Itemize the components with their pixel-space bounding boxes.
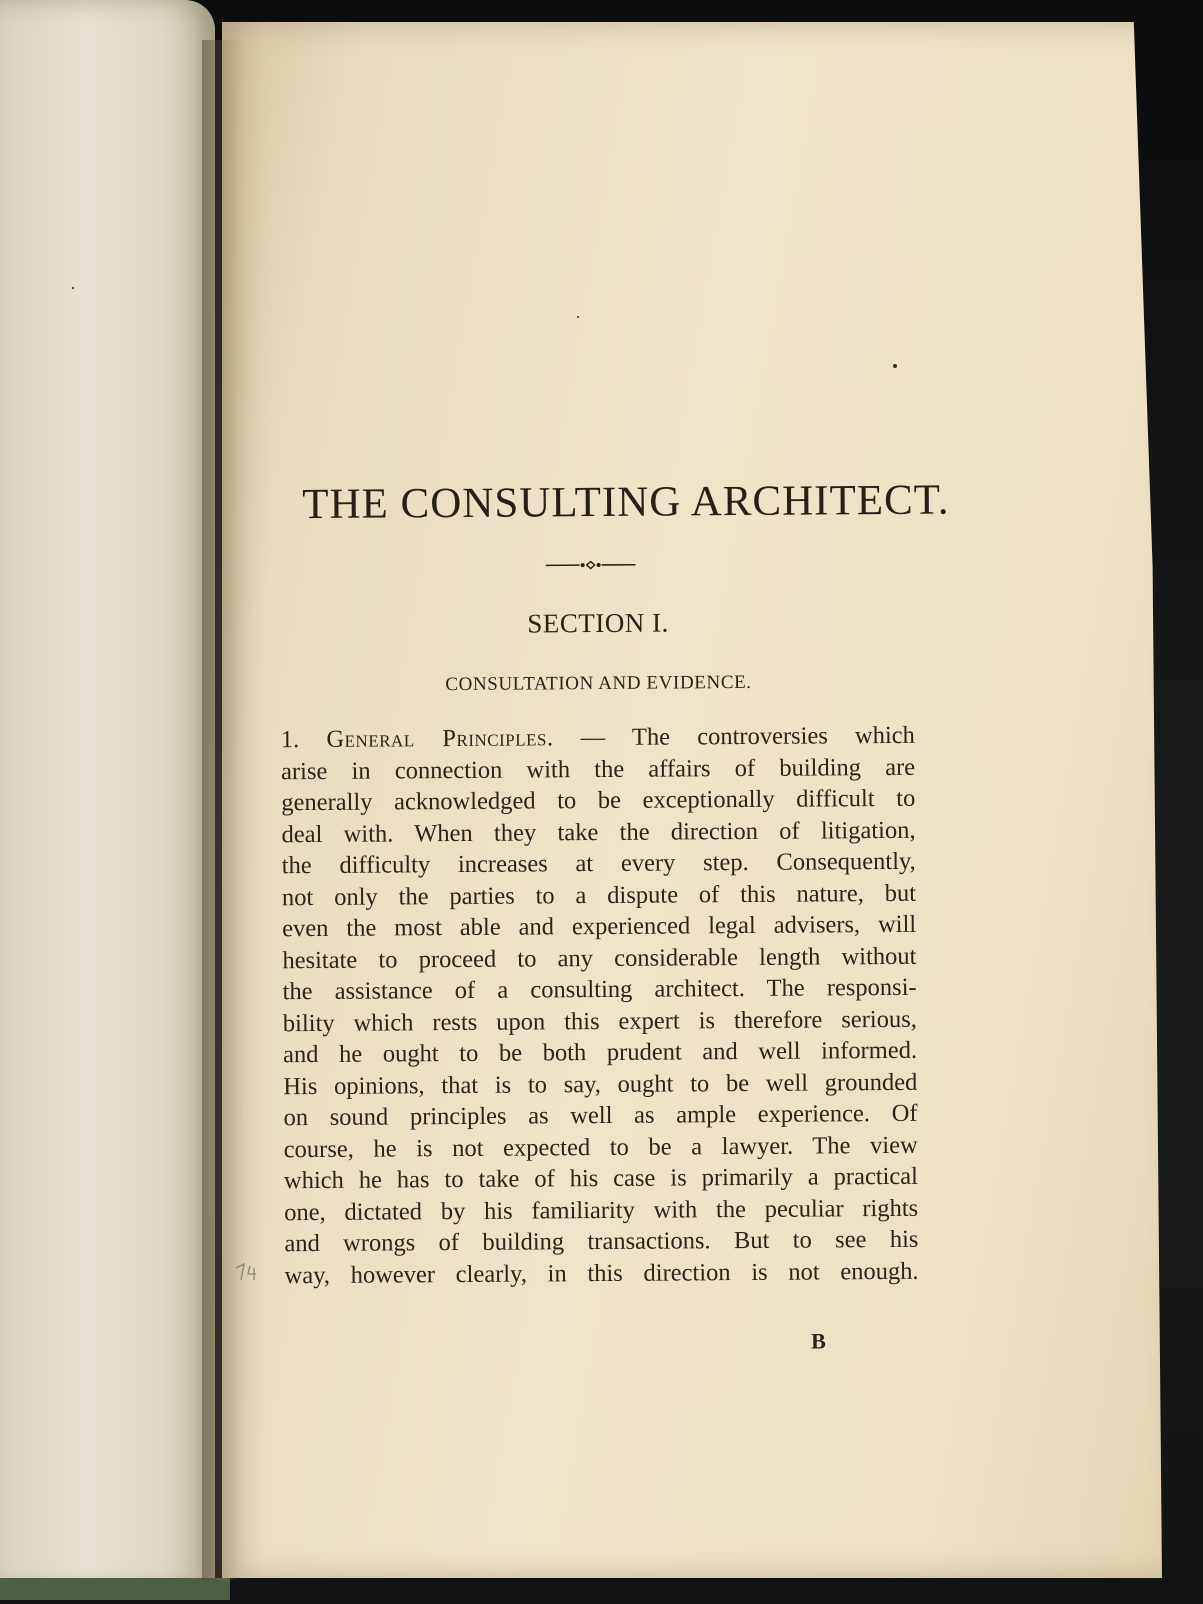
pencil-annotation-icon (232, 1256, 272, 1286)
section-heading: SECTION I. (298, 606, 898, 641)
paragraph-line-text: The controversies which (632, 722, 915, 751)
paragraph-line: the assistance of a consulting architect. The responsi- (283, 972, 917, 1008)
paragraph-line: His opinions, that is to say, ought to be well grounded (283, 1066, 917, 1102)
page-speck (72, 287, 74, 289)
page-speck (893, 364, 897, 368)
paragraph-line: and wrongs of building transactions. But to see his (284, 1224, 918, 1260)
paragraph-line: generally acknowledged to be exceptionally difficult to (281, 783, 915, 819)
paragraph-line-first (281, 720, 915, 756)
paragraph-heading: General Principles. (326, 724, 553, 753)
paragraph-number: 1. (281, 726, 300, 753)
paragraph-line: even the most able and experienced legal advisers, will (282, 909, 916, 945)
paragraph-line: arise in connection with the affairs of building are (281, 751, 915, 787)
paragraph-line: and he ought to be both prudent and well informed. (283, 1035, 917, 1071)
section-subheading: CONSULTATION AND EVIDENCE. (298, 671, 898, 697)
paragraph-line: course, he is not expected to be a lawyer. The view (284, 1129, 918, 1165)
paragraph-line: which he has to take of his case is primarily a practical (284, 1161, 918, 1197)
paragraph-dash: — (581, 724, 606, 751)
paragraph-line: bility which rests upon this expert is therefore serious, (283, 1003, 917, 1039)
body-paragraph (281, 720, 919, 1291)
signature-mark: B (811, 1328, 826, 1354)
paragraph-line: the difficulty increases at every step. Consequently, (282, 846, 916, 882)
divider-ornament-icon (546, 558, 636, 573)
paragraph-line: one, dictated by his familiarity with the peculiar rights (284, 1192, 918, 1228)
paragraph-line: way, however clearly, in this direction is not enough. (285, 1255, 919, 1291)
paragraph-line: on sound principles as well as ample experience. Of (283, 1098, 917, 1134)
paragraph-line: not only the parties to a dispute of this nature, but (282, 877, 916, 913)
book-title: THE CONSULTING ARCHITECT. (302, 476, 902, 529)
paragraph-line: hesitate to proceed to any considerable length without (282, 940, 916, 976)
page-speck (577, 316, 579, 318)
paragraph-line: deal with. When they take the direction of litigation, (281, 814, 915, 850)
